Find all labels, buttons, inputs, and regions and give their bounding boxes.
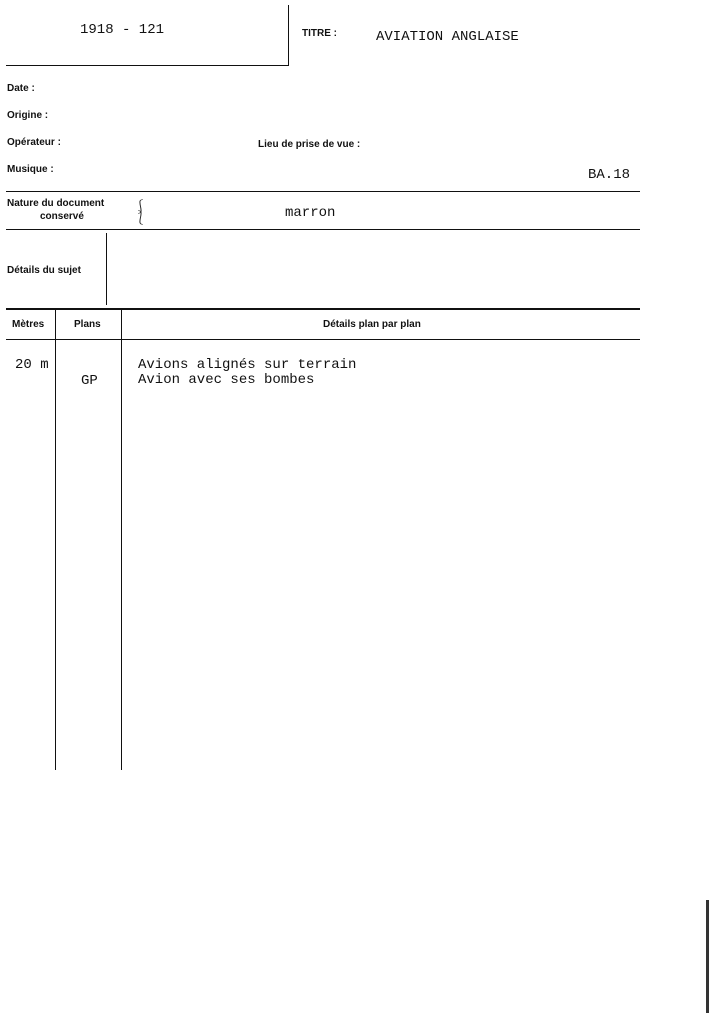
reference-number: 1918 - 121 — [80, 22, 165, 38]
header-box-right-border — [288, 5, 289, 66]
header-plans: Plans — [74, 319, 101, 330]
operateur-label: Opérateur : — [7, 137, 61, 148]
header-details: Détails plan par plan — [323, 319, 421, 330]
sujet-brace-line — [106, 233, 107, 305]
nature-label-line1: Nature du document — [7, 198, 105, 209]
table-col-divider-2 — [121, 310, 122, 770]
nature-bottom-rule — [6, 229, 640, 230]
title-value: AVIATION ANGLAISE — [376, 29, 519, 45]
title-label: TITRE : — [302, 28, 337, 39]
document-code: BA.18 — [588, 167, 631, 183]
row-plans: GP — [81, 373, 98, 389]
nature-brace: ⎰ — [134, 200, 148, 215]
header-box-bottom-border — [6, 65, 289, 66]
row-metres: 20 m — [15, 357, 49, 373]
nature-value: marron — [285, 205, 336, 221]
table-col-divider-1 — [55, 310, 56, 770]
nature-brace-lower: ⎱ — [134, 211, 148, 226]
table-top-rule — [6, 308, 640, 310]
date-label: Date : — [7, 83, 35, 94]
row-details-line2: Avion avec ses bombes — [138, 372, 315, 388]
musique-label: Musique : — [7, 164, 54, 175]
header-metres: Mètres — [12, 319, 45, 330]
table-header-rule — [6, 339, 640, 340]
origine-label: Origine : — [7, 110, 49, 121]
nature-label-line2: conservé — [40, 211, 84, 222]
row-details-line1: Avions alignés sur terrain — [138, 357, 357, 373]
sujet-label: Détails du sujet — [7, 265, 81, 276]
page-edge — [706, 900, 709, 1013]
nature-top-rule — [6, 191, 640, 192]
lieu-label: Lieu de prise de vue : — [258, 139, 361, 150]
